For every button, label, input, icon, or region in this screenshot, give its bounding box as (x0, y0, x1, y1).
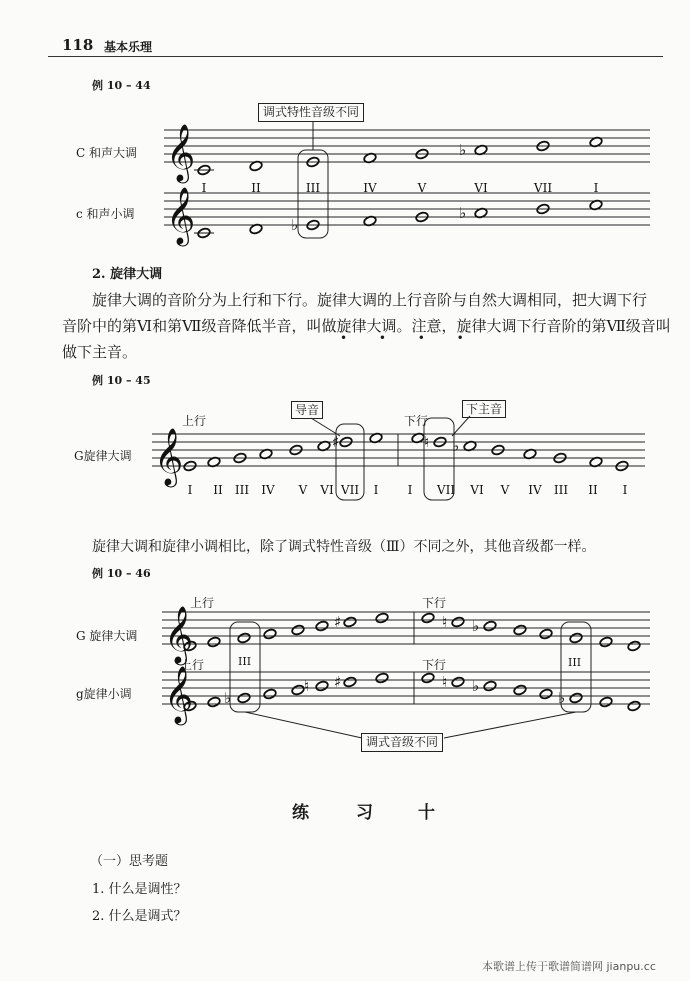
treble-clef: 𝄞 (164, 665, 194, 724)
degree-label: III (234, 483, 250, 497)
flat-sign: ♭ (459, 204, 467, 222)
major-descending-note (599, 636, 613, 648)
degree-label: III (305, 181, 321, 195)
row2-ascending-label: 上行 (180, 658, 205, 672)
minor-ascending-note (237, 692, 251, 704)
major-ascending-note (343, 616, 357, 628)
subtonic-connector (452, 416, 470, 436)
major-descending-note (483, 620, 497, 632)
major-ascending-note (375, 612, 389, 624)
row-label-c-harmonic-minor: c 和声小调 (76, 207, 135, 221)
minor-ascending-note (315, 680, 329, 692)
major-ascending-note (237, 632, 251, 644)
example-label-2: 例 10 – 45 (92, 374, 151, 387)
emphasis-dots: • • • • (340, 331, 478, 345)
book-title: 基本乐理 (104, 40, 153, 54)
box-connector-right (444, 712, 576, 738)
degree-label: VII (533, 181, 553, 195)
descending-label: 下行 (404, 414, 429, 428)
minor-ascending-note (291, 684, 305, 696)
major-descending-note (451, 616, 465, 628)
major-descending-note (627, 640, 641, 652)
row1-descending-label: 下行 (422, 596, 447, 610)
treble-clef: 𝄞 (164, 605, 194, 664)
degree-label: I (201, 181, 207, 195)
minor-ascending-note (343, 676, 357, 688)
example-label-1: 例 10 – 44 (92, 79, 151, 92)
major-descending-note (421, 612, 435, 624)
minor-descending-note (451, 676, 465, 688)
minor-descending-note (569, 692, 583, 704)
page-number: 118 (62, 36, 94, 54)
minor-descending-note (421, 672, 435, 684)
degree-label: II (588, 483, 598, 497)
natural-sign: ♮ (424, 433, 430, 451)
treble-clef: 𝄞 (154, 427, 184, 486)
degree-marker-left: III (238, 655, 252, 668)
row-label-g-melodic-minor: g旋律小调 (76, 687, 132, 701)
row2-descending-label: 下行 (422, 658, 447, 672)
major-descending-note (513, 624, 527, 636)
degree-label: V (417, 181, 427, 195)
major-ascending-note (263, 628, 277, 640)
flat-sign: ♭ (224, 689, 232, 707)
exercise-subheading: （一）思考题 (90, 854, 169, 869)
exercise-title-char-3: 十 (418, 803, 435, 823)
flat-sign: ♭ (291, 216, 299, 234)
major-ascending-note (315, 620, 329, 632)
degree-label: VI (320, 483, 334, 497)
degree-label: I (187, 483, 193, 497)
exercise-title-char-2: 习 (356, 803, 373, 823)
degree-label: II (251, 181, 261, 195)
major-ascending-note (207, 636, 221, 648)
minor-ascending-note (207, 696, 221, 708)
row-label-g-melodic-major-2: G 旋律大调 (76, 629, 138, 643)
degree-label: I (373, 483, 379, 497)
question-1: 1. 什么是调性？ (92, 882, 187, 897)
watermark: 本歌谱上传于歌谱简谱网 jianpu.cc (482, 960, 656, 973)
degree-label: I (407, 483, 413, 497)
ascending-label: 上行 (182, 414, 207, 428)
minor-descending-note (513, 684, 527, 696)
box-label-characteristic: 调式特性音级不同 (258, 103, 364, 122)
sharp-sign: ♯ (334, 673, 342, 691)
sharp-sign: ♯ (332, 433, 340, 451)
sharp-sign: ♯ (334, 613, 342, 631)
major-descending-note (569, 632, 583, 644)
major-ascending-note (291, 624, 305, 636)
example-label-3: 例 10 – 46 (92, 567, 151, 580)
leading-tone-connector (311, 418, 340, 436)
degree-label: III (553, 483, 569, 497)
natural-sign: ♮ (442, 673, 448, 691)
minor-descending-note (483, 680, 497, 692)
degree-label: I (622, 483, 628, 497)
degree-label: V (500, 483, 510, 497)
comparison-paragraph: 旋律大调和旋律小调相比，除了调式特性音级（Ⅲ）不同之外，其他音级都一样。 (92, 539, 596, 555)
degree-label: VII (340, 483, 360, 497)
paragraph-line-2: 音阶中的第Ⅵ和第Ⅶ级音降低半音，叫做旋律大调。注意，旋律大调下行音阶的第Ⅶ级音叫 (62, 317, 671, 335)
major-descending-note (539, 628, 553, 640)
minor-descending-note (539, 688, 553, 700)
box-label-subtonic: 下主音 (462, 400, 506, 418)
degree-label: VI (474, 181, 488, 195)
degree-label: V (298, 483, 308, 497)
minor-ascending-note (375, 672, 389, 684)
degree-label: II (213, 483, 223, 497)
degree-label: VII (436, 483, 456, 497)
row1-ascending-label: 上行 (190, 596, 215, 610)
paragraph-line-1: 旋律大调的音阶分为上行和下行。旋律大调的上行音阶与自然大调相同，把大调下行 (92, 291, 648, 309)
flat-sign: ♭ (472, 677, 480, 695)
box-label-mode-degree: 调式音级不同 (361, 733, 443, 752)
minor-descending-note (599, 696, 613, 708)
natural-sign: ♮ (304, 677, 310, 695)
treble-clef: 𝄞 (166, 123, 196, 182)
degree-label: IV (528, 483, 542, 497)
flat-sign: ♭ (459, 141, 467, 159)
flat-sign: ♭ (472, 617, 480, 635)
row-label-c-harmonic-major: C 和声大调 (76, 146, 137, 160)
exercise-title-char-1: 练 (292, 803, 309, 823)
box-connector-left (245, 712, 362, 738)
degree-label: VI (470, 483, 484, 497)
degree-label: IV (363, 181, 377, 195)
degree-label: IV (261, 483, 275, 497)
degree-marker-right: III (568, 656, 582, 669)
flat-sign: ♭ (452, 437, 460, 455)
row-label-g-melodic-major: G旋律大调 (74, 449, 132, 463)
minor-descending-note (627, 700, 641, 712)
paragraph-line-3: 做下主音。 (62, 343, 138, 361)
degree-label: I (593, 181, 599, 195)
section-title: 2. 旋律大调 (92, 267, 163, 282)
question-2: 2. 什么是调式？ (92, 909, 187, 924)
treble-clef: 𝄞 (166, 186, 196, 245)
natural-sign: ♮ (442, 613, 448, 631)
flat-sign: ♭ (558, 689, 566, 707)
box-label-leading-tone: 导音 (291, 401, 323, 419)
minor-ascending-note (263, 688, 277, 700)
